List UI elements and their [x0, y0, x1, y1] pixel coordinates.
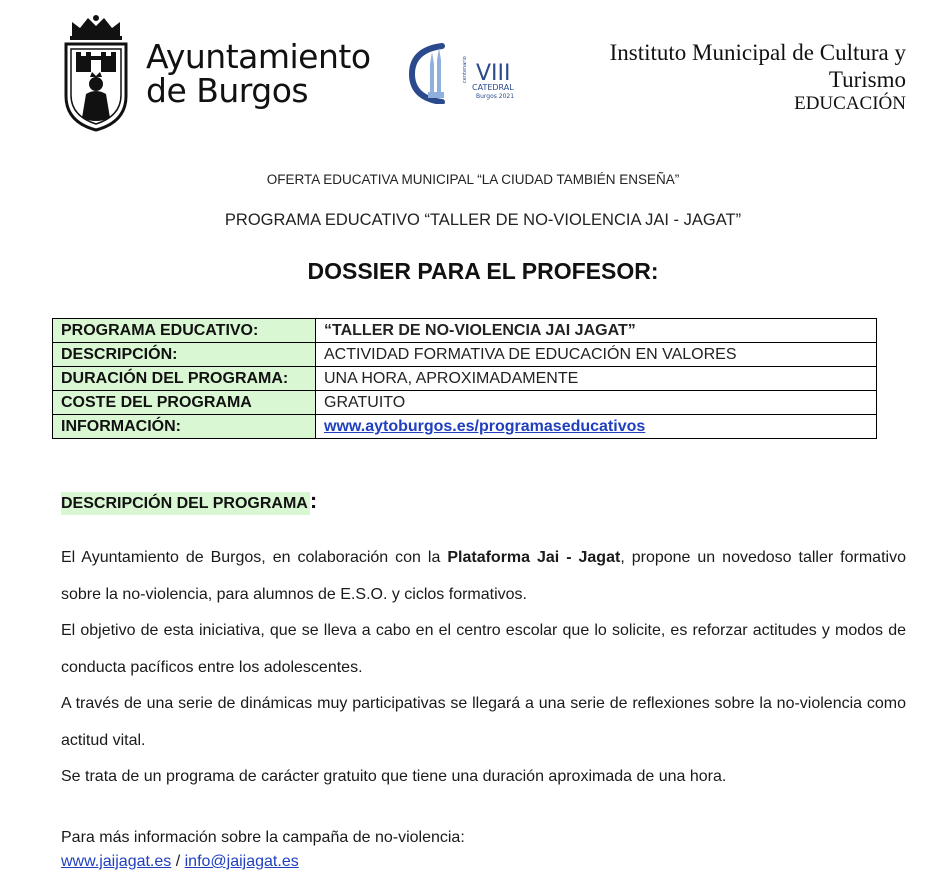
table-row [53, 319, 877, 343]
section-title: DESCRIPCIÓN DEL PROGRAMA [61, 492, 310, 515]
table-row [53, 343, 877, 367]
table-row [53, 367, 877, 391]
jaijagat-email-link[interactable]: info@jaijagat.es [184, 853, 299, 870]
paragraph [61, 540, 906, 613]
jaijagat-website-link[interactable]: www.jaijagat.es [61, 853, 172, 870]
contact-intro: Para más información sobre la campaña de no-violencia: [61, 829, 465, 846]
table-value: “TALLER DE NO-VIOLENCIA JAI JAGAT” [316, 319, 877, 343]
table-label: DURACIÓN DEL PROGRAMA: [53, 367, 316, 391]
ayuntamiento-logo-text [146, 37, 371, 110]
ayuntamiento-line2: de Burgos [146, 71, 309, 110]
table-label: PROGRAMA EDUCATIVO: [53, 319, 316, 343]
institute-heading [610, 39, 906, 115]
viii-centenario-catedral-logo [406, 40, 526, 104]
institute-line2: Turismo [828, 67, 906, 92]
table-value-cell [316, 415, 877, 439]
paragraph: El objetivo de esta iniciativa, que se lleva a cabo en el centro escolar que lo solicite, es reforzar actitudes y modos de conducta pacíficos entre los adolescentes. [61, 622, 906, 676]
table-value: GRATUITO [316, 391, 877, 415]
viii-centenario: centenario [462, 56, 468, 83]
paragraph: Se trata de un programa de carácter gratuito que tiene una duración aproximada de una hora. [61, 768, 727, 785]
institute-line3: EDUCACIÓN [794, 93, 906, 114]
table-value: UNA HORA, APROXIMADAMENTE [316, 367, 877, 391]
dossier-title: DOSSIER PARA EL PROFESOR: [307, 258, 659, 284]
section-heading [61, 488, 317, 514]
viii-numeral: VIII [476, 61, 511, 86]
oferta-heading: OFERTA EDUCATIVA MUNICIPAL “LA CIUDAD TAMBIÉN ENSEÑA” [266, 172, 680, 187]
link-separator: / [171, 853, 185, 870]
programas-educativos-link[interactable]: www.aytoburgos.es/programaseducativos [324, 418, 646, 435]
page-header [0, 0, 946, 150]
ayuntamiento-line1: Ayuntamiento [146, 37, 371, 76]
program-description [61, 540, 906, 796]
viii-catedral: CATEDRAL [472, 83, 514, 92]
section-colon: : [309, 488, 318, 513]
viii-burgos-2021: Burgos 2021 [476, 93, 515, 100]
contact-footer [61, 826, 465, 874]
institute-line1: Instituto Municipal de Cultura y [609, 40, 906, 65]
table-value: ACTIVIDAD FORMATIVA DE EDUCACIÓN EN VALORES [316, 343, 877, 367]
text-run: , propone un novedoso taller formativo sobre la no-violencia, para alumnos de E.S.O. y ciclos formativos. [61, 549, 906, 603]
program-info-table [52, 318, 877, 439]
contact-links [61, 850, 465, 874]
burgos-coat-of-arms-icon [62, 14, 130, 132]
programa-heading: PROGRAMA EDUCATIVO “TALLER DE NO-VIOLENCIA JAI - JAGAT” [224, 211, 742, 229]
plataforma-name: Plataforma Jai - Jagat [447, 549, 621, 566]
table-row [53, 391, 877, 415]
table-label: COSTE DEL PROGRAMA [53, 391, 316, 415]
table-row [53, 415, 877, 439]
paragraph: A través de una serie de dinámicas muy participativas se llegará a una serie de reflexiones sobre la no-violencia como actitud vital. [61, 695, 906, 749]
table-label: INFORMACIÓN: [53, 415, 316, 439]
table-label: DESCRIPCIÓN: [53, 343, 316, 367]
text-run: El Ayuntamiento de Burgos, en colaboración con la [61, 549, 448, 566]
